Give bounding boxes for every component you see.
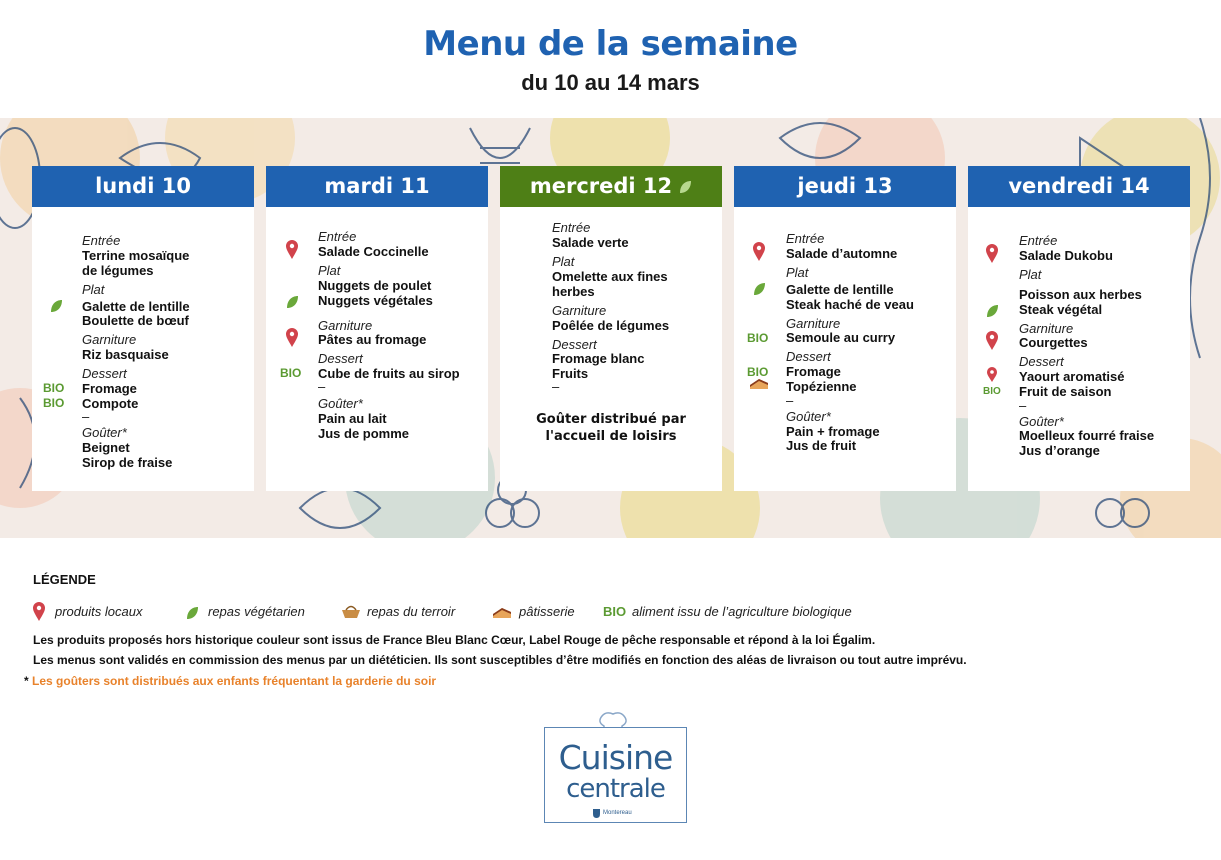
legend-vege: repas végétarien (208, 604, 305, 619)
gouter-footnote (24, 674, 436, 688)
menu-item: Sirop de fraise (82, 455, 173, 470)
category-garniture: Garniture (786, 316, 841, 331)
day-title: mercredi 12 (529, 174, 673, 198)
category-dessert: Dessert (786, 349, 831, 364)
menu-item: Compote (82, 396, 139, 411)
menu-item: Fromage blanc (552, 351, 645, 366)
menu-item: herbes (552, 284, 595, 299)
separator: – (552, 379, 560, 394)
menu-item: Riz basquaise (82, 347, 169, 362)
day-title: lundi 10 (32, 166, 254, 207)
category-plat: Plat (1019, 267, 1042, 282)
menu-item: Jus d’orange (1019, 443, 1100, 458)
bio-badge: BIO (43, 381, 65, 395)
basket-icon (341, 605, 361, 619)
leaf-icon (285, 295, 299, 309)
day-card-lundi (32, 166, 254, 491)
day-title: mardi 11 (266, 166, 488, 207)
menu-item: Steak haché de veau (786, 297, 914, 312)
info-note: Les produits proposés hors historique couleur sont issus de France Bleu Blanc Cœur, Label Rouge de pêche responsable et répond à la loi Égalim. (33, 633, 876, 647)
category-dessert: Dessert (552, 337, 597, 352)
separator: – (82, 409, 90, 424)
menu-item: Salade Dukobu (1019, 248, 1113, 263)
category-entree: Entrée (552, 220, 591, 235)
menu-item: Salade Coccinelle (318, 244, 429, 259)
category-plat: Plat (786, 265, 809, 280)
leaf-icon (678, 180, 692, 194)
bio-badge: BIO (280, 366, 302, 380)
page-subtitle: du 10 au 14 mars (521, 70, 700, 95)
pin-icon (985, 331, 999, 351)
menu-item: Beignet (82, 440, 130, 455)
menu-item: Omelette aux fines (552, 269, 668, 284)
category-dessert: Dessert (318, 351, 363, 366)
bio-badge: BIO (747, 331, 769, 345)
day-title: vendredi 14 (968, 166, 1190, 207)
gouter-note: Goûter distribué par (536, 412, 686, 427)
menu-item: Jus de pomme (318, 426, 410, 441)
category-garniture: Garniture (82, 332, 137, 347)
leaf-icon (985, 304, 999, 318)
gouter-note: l'accueil de loisirs (545, 429, 677, 444)
category-gouter: Goûter* (318, 396, 363, 411)
footnote-star: * (24, 674, 29, 688)
menu-item: Fromage (786, 364, 841, 379)
day-title: jeudi 13 (734, 166, 956, 207)
logo-line2: centrale (566, 774, 665, 804)
menu-item: Semoule au curry (786, 330, 896, 345)
bio-badge: BIO (983, 386, 1001, 397)
footnote-text: Les goûters sont distribués aux enfants fréquentant la garderie du soir (32, 674, 437, 688)
category-garniture: Garniture (552, 303, 607, 318)
category-gouter: Goûter* (786, 409, 831, 424)
menu-item: Fromage (82, 381, 137, 396)
menu-item: Nuggets de poulet (318, 278, 432, 293)
menu-item: Poisson aux herbes (1019, 287, 1142, 302)
category-dessert: Dessert (1019, 354, 1064, 369)
menu-item: Cube de fruits au sirop (318, 366, 460, 381)
menu-item: Fruits (552, 366, 589, 381)
menu-item: Pain + fromage (786, 424, 880, 439)
menu-item: Boulette de bœuf (82, 313, 189, 328)
day-title-vegetarian (500, 166, 722, 207)
category-plat: Plat (82, 282, 105, 297)
legend-title: LÉGENDE (33, 572, 96, 587)
menu-item: Topézienne (786, 379, 857, 394)
bio-badge: BIO (747, 365, 769, 379)
menu-item: Pâtes au fromage (318, 332, 427, 347)
logo-line1: Cuisine (558, 738, 673, 777)
menu-item: Galette de lentille (786, 282, 894, 297)
legend-patisserie: pâtisserie (519, 604, 575, 619)
cake-icon (749, 378, 769, 390)
legend-bio: aliment issu de l’agriculture biologique (632, 604, 852, 619)
separator: – (786, 393, 794, 408)
crest-icon (592, 808, 601, 819)
menu-item: Moelleux fourré fraise (1019, 428, 1155, 443)
category-gouter: Goûter* (82, 425, 127, 440)
menu-item: Poêlée de légumes (552, 318, 670, 333)
category-gouter: Goûter* (1019, 414, 1064, 429)
pin-icon (32, 602, 46, 622)
day-card-mardi (266, 166, 488, 491)
category-plat: Plat (552, 254, 575, 269)
menu-item: Yaourt aromatisé (1019, 369, 1125, 384)
menu-item: Fruit de saison (1019, 384, 1112, 399)
menu-item: de légumes (82, 263, 154, 278)
menu-item: Nuggets végétales (318, 293, 433, 308)
menu-item: Salade verte (552, 235, 629, 250)
pin-icon (285, 328, 299, 348)
day-card-vendredi (968, 166, 1190, 491)
day-card-mercredi (500, 166, 722, 491)
page-title: Menu de la semaine (423, 24, 798, 64)
legend (30, 604, 930, 626)
menu-item: Salade d’automne (786, 246, 898, 261)
category-dessert: Dessert (82, 366, 127, 381)
category-plat: Plat (318, 263, 341, 278)
menu-item: Terrine mosaïque (82, 248, 190, 263)
menu-item: Pain au lait (318, 411, 387, 426)
legend-local: produits locaux (55, 604, 143, 619)
leaf-icon (185, 606, 199, 620)
category-entree: Entrée (786, 231, 825, 246)
category-entree: Entrée (1019, 233, 1058, 248)
pin-icon (285, 240, 299, 260)
day-card-jeudi (734, 166, 956, 491)
leaf-icon (752, 282, 766, 296)
legend-bio-tag: BIO (603, 604, 627, 619)
category-entree: Entrée (82, 233, 121, 248)
pin-icon (985, 244, 999, 264)
pin-icon (752, 242, 766, 262)
category-entree: Entrée (318, 229, 357, 244)
logo-town: Montereau (603, 810, 632, 816)
menu-item: Galette de lentille (82, 299, 190, 314)
cuisine-centrale-logo (544, 727, 687, 823)
separator: – (1019, 398, 1027, 413)
menu-item: Courgettes (1019, 335, 1088, 350)
menu-item: Jus de fruit (786, 438, 857, 453)
cake-icon (492, 607, 512, 619)
category-garniture: Garniture (1019, 321, 1074, 336)
pin-icon (986, 367, 998, 383)
bio-badge: BIO (43, 396, 65, 410)
menu-item: Steak végétal (1019, 302, 1103, 317)
category-garniture: Garniture (318, 318, 373, 333)
separator: – (318, 379, 326, 394)
info-note: Les menus sont validés en commission des menus par un diététicien. Ils sont susceptibles d’être modifiés en fonction des aléas de livraison ou tout autre imprévu. (33, 653, 967, 667)
leaf-icon (49, 299, 63, 313)
legend-terroir: repas du terroir (367, 604, 456, 619)
